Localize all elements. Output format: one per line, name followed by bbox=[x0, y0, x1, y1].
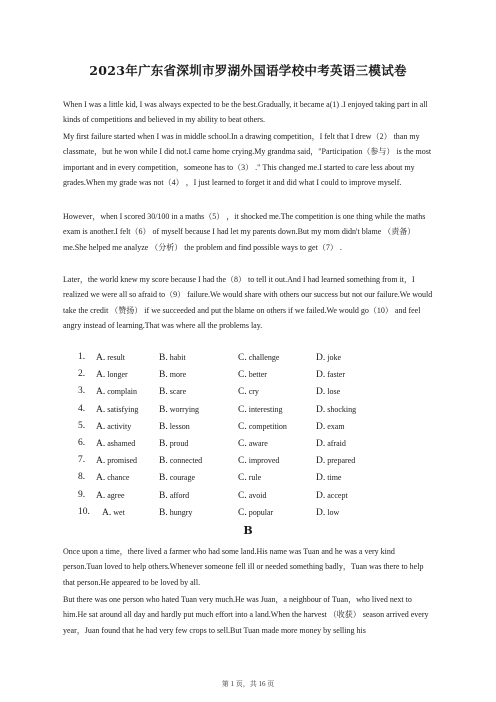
option-d: D. shocking bbox=[316, 404, 357, 415]
option-a: A. wet bbox=[102, 507, 125, 518]
option-a: A. activity bbox=[96, 421, 132, 432]
option-c: C. rule bbox=[238, 473, 262, 484]
question-number: 1. bbox=[78, 352, 86, 362]
question-number: 2. bbox=[78, 369, 86, 380]
passage-a-paragraph-1: When I was a little kid, I was always expected to be the best.Gradually, it became a(1) .I enjoyed taking part in all kinds of competitions and believed in my ability to beat others. bbox=[63, 100, 428, 125]
question-number: 5. bbox=[78, 420, 86, 431]
option-d: D. lose bbox=[316, 387, 341, 398]
option-a: A. result bbox=[96, 353, 126, 363]
option-d: D. joke bbox=[316, 353, 342, 363]
option-d: D. exam bbox=[316, 421, 345, 432]
option-row-10 bbox=[78, 504, 438, 521]
question-number: 6. bbox=[78, 437, 86, 448]
question-number: 4. bbox=[78, 403, 86, 414]
option-b: B. proud bbox=[159, 438, 189, 449]
option-b: B. connected bbox=[159, 456, 203, 467]
passage-b-paragraph-1: Once upon a time，there lived a farmer who had some land.His name was Tuan and he was a very kind person.Tuan loved to help others.Whenever someone fell ill or needed something badly，Tuan was there to help that person.He appeared to be loved by all. bbox=[63, 547, 424, 587]
passage-a-paragraph-2: My first failure started when I was in middle school.In a drawing competition，I felt that I drew（2） than my classmate，but he won while I did not.I came home crying.My grandma said，"Participation（参与） is the most important and in every competition，someone has to（3） ." This changed me.I started to care less about my grades.When my grade was not（4） ，I just learned to forget it and did what I could to improve myself. bbox=[63, 132, 432, 188]
option-a: A. promised bbox=[96, 456, 138, 467]
options-list bbox=[78, 349, 438, 521]
option-c: C. cry bbox=[238, 387, 259, 398]
option-row-6 bbox=[78, 435, 438, 452]
option-d: D. afraid bbox=[316, 438, 346, 449]
question-number: 7. bbox=[78, 455, 86, 466]
option-b: B. more bbox=[159, 370, 187, 381]
page-footer: 第 1 页，共 16 页 bbox=[221, 680, 275, 688]
option-a: A. ashamed bbox=[96, 438, 136, 449]
option-row-7 bbox=[78, 452, 438, 469]
page-title: 2023年广东省深圳市罗湖外国语学校中考英语三模试卷 bbox=[89, 63, 407, 78]
option-b: B. scare bbox=[159, 387, 187, 398]
passage-a-paragraph-4: Later，the world knew my score because I had the（8） to tell it out.And I had learned something from it，I realized we were all so afraid to（9） failure.We would share with others our success but not our failure.We would take the credit （赞扬） if we succeeded and put the blame on others if we failed.We would go（10） and feel angry instead of learning.That was where all the problems lay. bbox=[63, 275, 433, 331]
option-a: A. longer bbox=[96, 370, 128, 381]
option-a: A. agree bbox=[96, 490, 125, 501]
option-b: B. worrying bbox=[159, 404, 200, 415]
section-heading-b: B bbox=[243, 524, 253, 537]
option-b: B. lesson bbox=[159, 421, 190, 432]
option-row-2 bbox=[78, 366, 438, 383]
question-number: 9. bbox=[78, 489, 86, 500]
option-c: C. aware bbox=[238, 438, 268, 449]
option-c: C. challenge bbox=[238, 353, 280, 363]
option-c: C. interesting bbox=[238, 404, 283, 415]
passage-b-paragraph-2: But there was one person who hated Tuan very much.He was Juan，a neighbour of Tuan，who lived next to him.He sat around all day and hardly put much effort into a land.When the harvest （收获） season arrived every year，Juan found that he had very few crops to sell.But Tuan made more money by selling his bbox=[63, 595, 429, 635]
option-c: C. avoid bbox=[238, 490, 267, 501]
option-a: A. chance bbox=[96, 473, 130, 484]
option-c: C. improved bbox=[238, 456, 280, 467]
option-c: C. popular bbox=[238, 507, 274, 518]
option-a: A. satisfying bbox=[96, 404, 139, 415]
option-a: A. complain bbox=[96, 387, 138, 398]
question-number: 3. bbox=[78, 386, 86, 397]
option-row-1 bbox=[78, 349, 438, 366]
option-d: D. prepared bbox=[316, 456, 356, 467]
option-row-5 bbox=[78, 418, 438, 435]
option-d: D. accept bbox=[316, 490, 348, 501]
option-b: B. afford bbox=[159, 490, 190, 501]
option-c: C. competition bbox=[238, 421, 287, 432]
option-d: D. low bbox=[316, 507, 340, 518]
option-d: D. faster bbox=[316, 370, 346, 381]
option-row-8 bbox=[78, 469, 438, 486]
option-b: B. hungry bbox=[159, 507, 193, 518]
option-b: B. habit bbox=[159, 353, 186, 363]
option-b: B. courage bbox=[159, 473, 196, 484]
option-c: C. better bbox=[238, 370, 267, 381]
option-d: D. time bbox=[316, 473, 342, 484]
option-row-3 bbox=[78, 383, 438, 400]
question-number: 10. bbox=[78, 506, 90, 517]
option-row-4 bbox=[78, 401, 438, 418]
option-row-9 bbox=[78, 487, 438, 504]
passage-a-paragraph-3: However，when I scored 30/100 in a maths（5） ，it shocked me.The competition is one thing while the maths exam is another.I felt（6） of myself because I had let my parents down.But my mom didn't blame （责备） me.She helped me analyze （分析） the problem and find possible ways to get（7） . bbox=[63, 212, 426, 252]
question-number: 8. bbox=[78, 472, 86, 483]
